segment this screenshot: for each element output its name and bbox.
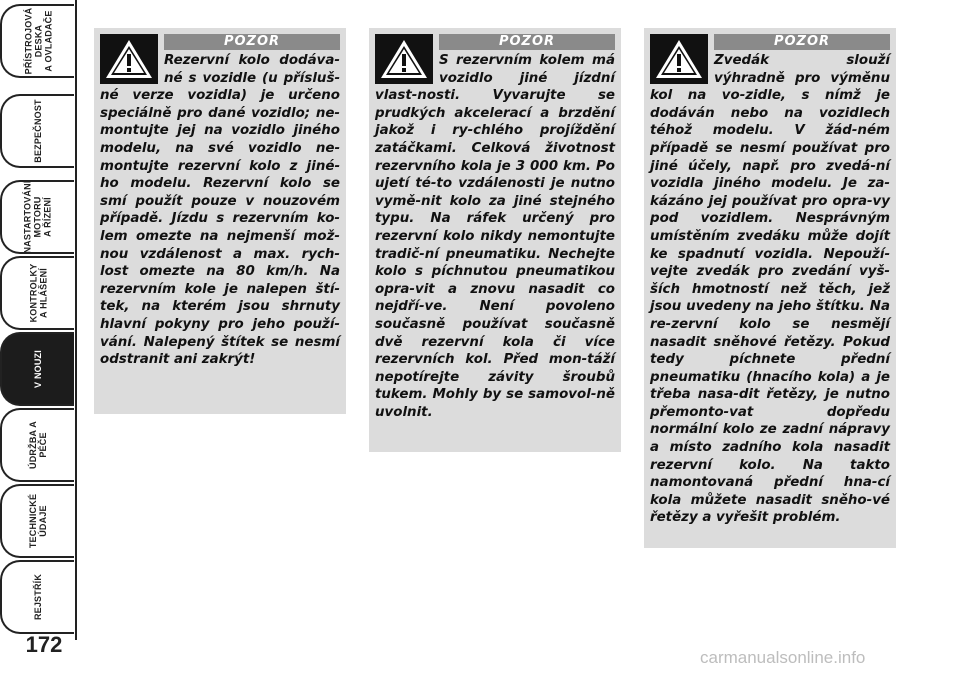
warning-triangle-icon [375,34,433,84]
pozor-heading: POZOR [714,34,890,50]
warning-triangle-icon [650,34,708,84]
tab-v-nouzi[interactable] [0,332,74,406]
warning-box-spare-wheel [94,28,346,414]
tab-label: TECHNICKÉ ÚDAJE [28,493,48,549]
warning-triangle-icon [100,34,158,84]
tab-rejstrik[interactable] [0,560,74,634]
tab-nastartovani[interactable] [0,180,74,254]
tab-label: NASTARTOVÁNÍ MOTORU A ŘÍZENÍ [23,180,54,254]
tab-label: BEZPEČNOST [32,99,43,163]
tab-bezpecnost[interactable] [0,94,74,168]
watermark: carmanualsonline.info [700,648,866,667]
chapter-tabs [0,0,78,677]
tab-kontrolky[interactable] [0,256,74,330]
warning-box-driving [369,28,621,452]
pozor-heading: POZOR [164,34,340,50]
tab-divider-line [75,0,77,640]
tab-label: REJSTŘÍK [32,573,43,621]
warning-text: Rezervní kolo dodáva-né s vozidle (u přísluš-né verze vozidla) je určeno speciálně pro dané vozidlo; ne-montujte jej na vozidlo jiného modelu, na své vozidlo ne-montujte rezervní kolo z jiné-ho modelu. Rezervní kolo se smí použít pouze v nouzovém případě. Jízdu s rezervním ko-lem omezte na nejmenší mož-nou vzdálenost a max. rych-lost omezte na 80 km/h. Na rezervním kole je nalepen ští-tek, na kterém jsou shrnuty hlavní pokyny pro jeho použí-vání. Nalepený štítek se nesmí odstranit ani zakrýt! [100,53,340,368]
tab-label: V NOUZI [33,350,43,388]
warning-text: S rezervním kolem má vozidlo jiné jízdní vlast-nosti. Vyvarujte se prudkých akcelerací a brzdění jakož i ry-chlého projíždění zatáčkami. Celková životnost rezervního kola je 3 000 km. Po ujetí té-to vzdálenosti je nutno vymě-nit kolo za jiné stejného typu. Na ráfek určený pro rezervní kolo nikdy nemontujte tradič-ní pneumatiku. Nechejte kolo s píchnutou pneumatikou opra-vit a znovu nasadit co nejdří-ve. Není povoleno současně používat současně dvě rezervní kola či více rezervních kol. Před mon-táží nepotírejte závity šroubů tukem. Mohly by se samovol-ně uvolnit. [375,53,615,420]
warning-box-jack [644,28,896,548]
tab-udrzba[interactable] [0,408,74,482]
tab-label: PŘÍSTROJOVÁ DESKA A OVLADAČE [23,7,53,75]
tab-label: ÚDRŽBA A PÉČE [28,421,48,469]
warning-text: Zvedák slouží výhradně pro výměnu kol na vo-zidle, s nímž je dodáván nebo na vozidlech téhož modelu. V žád-ném případě se nesmí používat pro jiné účely, např. pro zvedá-ní vozidla jiného modelu. Je za-kázáno jej používat pro opra-vy pod vozidlem. Nesprávným umístěním zvedáku může dojít ke spadnutí vozidla. Nepouží-vejte zvedák pro zvedání vyš-ších hmotností než těch, jež jsou uvedeny na jeho štítku. Na re-zervní kolo se nesmějí nasadit sněhové řetězy. Pokud tedy píchnete přední pneumatiku (hnacího kola) a je třeba nasa-dit řetězy, je nutno přemonto-vat dopředu normální kolo ze zadní nápravy a místo zadního kola nasadit rezervní kolo. Na takto namontovaná přední hna-cí kola můžete nasadit sněho-vé řetězy a vyřešit problém. [650,53,890,526]
tab-technicke-udaje[interactable] [0,484,74,558]
page-number: 172 [25,632,63,657]
pozor-heading: POZOR [439,34,615,50]
tab-label: KONTROLKY A HLÁŠENÍ [28,263,48,323]
tab-pristrojova-deska[interactable] [0,4,74,78]
